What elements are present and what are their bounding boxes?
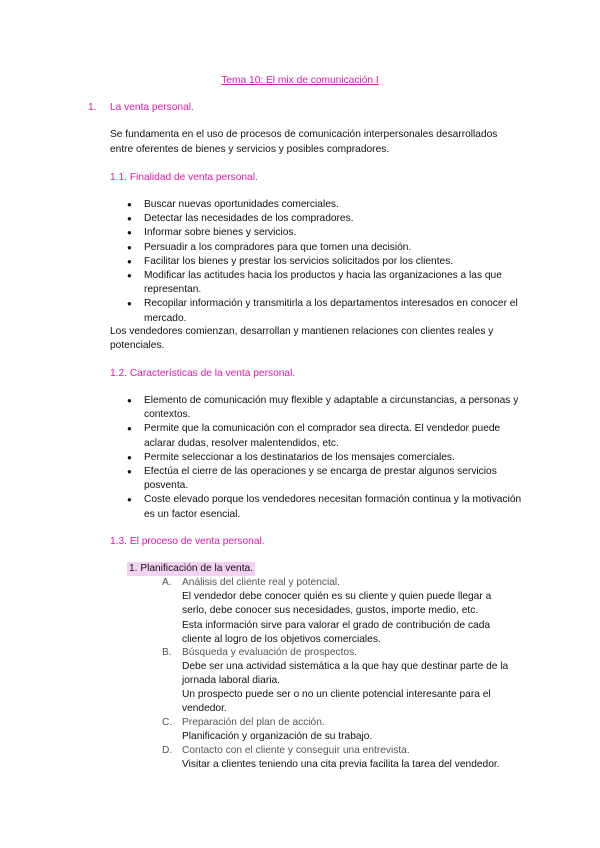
item-letter: A. (162, 577, 172, 588)
document-title: Tema 10: El mix de comunicación I (221, 75, 379, 86)
section-title: La venta personal. (110, 102, 194, 113)
purpose-list (127, 198, 527, 326)
list-item: ● Detectar las necesidades de los compradores. (127, 212, 527, 226)
intro-line: entre oferentes de bienes y servicios y posibles compradores. (110, 144, 390, 155)
subsection-title: 1.1. Finalidad de venta personal. (110, 172, 258, 183)
step-heading: 1. Planificación de la venta. (127, 562, 255, 576)
list-item: ● Elemento de comunicación muy flexible y adaptable a circunstancias, a personas y contextos. (127, 394, 527, 422)
item-line: serlo, debe conocer sus necesidades, gustos, importe medio, etc. (182, 605, 479, 616)
section-number: 1. (88, 102, 97, 113)
intro-line: Se fundamenta en el uso de procesos de comunicación interpersonales desarrollados (110, 129, 498, 140)
paragraph-line: Los vendedores comienzan, desarrollan y mantienen relaciones con clientes reales y (110, 326, 494, 337)
item-line: jornada laboral diaria. (182, 675, 280, 686)
item-heading: Preparación del plan de acción. (182, 717, 325, 728)
list-item: ● Permite seleccionar a los destinatarios de los mensajes comerciales. (127, 451, 527, 465)
list-item: ● Permite que la comunicación con el comprador sea directa. El vendedor puede aclarar dudas, resolver malentendidos, etc. (127, 422, 527, 450)
list-item: ● Facilitar los bienes y prestar los servicios solicitados por los clientes. (127, 255, 527, 269)
list-item: ● Coste elevado porque los vendedores necesitan formación continua y la motivación es un factor esencial. (127, 493, 527, 521)
item-heading: Búsqueda y evaluación de prospectos. (182, 647, 358, 658)
subsection-title: 1.2. Características de la venta personal. (110, 368, 296, 379)
list-item: ● Efectúa el cierre de las operaciones y se encarga de prestar algunos servicios posventa. (127, 465, 527, 493)
item-heading: Análisis del cliente real y potencial. (182, 577, 340, 588)
paragraph-line: potenciales. (110, 340, 165, 351)
characteristics-list (127, 394, 527, 522)
item-line: Visitar a clientes teniendo una cita previa facilita la tarea del vendedor. (182, 759, 500, 770)
item-line: cliente al logro de los objetivos comerciales. (182, 634, 381, 645)
list-item: ● Buscar nuevas oportunidades comerciales. (127, 198, 527, 212)
item-line: Planificación y organización de su trabajo. (182, 731, 373, 742)
list-item: ● Recopilar información y transmitirla a los departamentos interesados en conocer el mercado. (127, 297, 527, 325)
item-letter: B. (162, 647, 172, 658)
item-line: vendedor. (182, 703, 227, 714)
item-heading: Contacto con el cliente y conseguir una entrevista. (182, 745, 410, 756)
subsection-title: 1.3. El proceso de venta personal. (110, 536, 265, 547)
item-line: Un prospecto puede ser o no un cliente potencial interesante para el (182, 689, 491, 700)
list-item: ● Informar sobre bienes y servicios. (127, 226, 527, 240)
item-line: El vendedor debe conocer quién es su cliente y quien puede llegar a (182, 591, 492, 602)
list-item: ● Modificar las actitudes hacia los productos y hacia las organizaciones a las que representan. (127, 269, 527, 297)
item-line: Debe ser una actividad sistemática a la que hay que destinar parte de la (182, 661, 509, 672)
item-line: Esta información sirve para valorar el grado de contribución de cada (182, 620, 491, 631)
list-item: ● Persuadir a los compradores para que tomen una decisión. (127, 241, 527, 255)
item-letter: C. (162, 717, 173, 728)
item-letter: D. (162, 745, 173, 756)
